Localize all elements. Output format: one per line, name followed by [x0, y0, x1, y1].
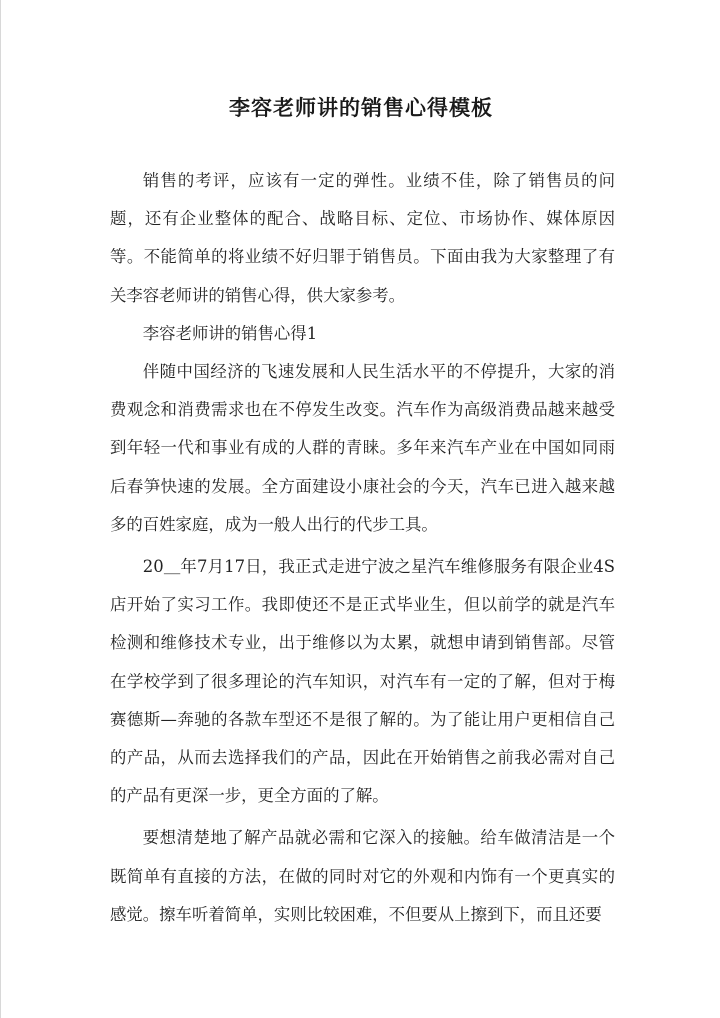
- paragraph-intro: 销售的考评，应该有一定的弹性。业绩不佳，除了销售员的问题，还有企业整体的配合、战略目标、定位、市场协作、媒体原因等。不能简单的将业绩不好归罪于销售员。下面由我为大家整理了有关李容老师讲的销售心得，供大家参考。: [110, 171, 615, 305]
- section-heading: 李容老师讲的销售心得1: [142, 323, 318, 343]
- paragraph-3: 要想清楚地了解产品就必需和它深入的接触。给车做清洁是一个既简单有直接的方法，在做的同时对它的外观和内饰有一个更真实的感觉。擦车听着简单，实则比较困难，不但要从上擦到下，而且还要: [110, 828, 615, 924]
- paragraph-2: 20＿年7月17日，我正式走进宁波之星汽车维修服务有限企业4S店开始了实习工作。我即使还不是正式毕业生，但以前学的就是汽车检测和维修技术专业，出于维修以为太累，就想申请到销售部。尽管在学校学到了很多理论的汽车知识，对汽车有一定的了解，但对于梅赛德斯—奔驰的各款车型还不是很了解的。为了能让用户更相信自己的产品，从而去选择我们的产品，因此在开始销售之前我必需对自己的产品有更深一步，更全方面的了解。: [110, 557, 615, 806]
- document-title: 李容老师讲的销售心得模板: [229, 95, 493, 120]
- paragraph-1: 伴随中国经济的飞速发展和人民生活水平的不停提升，大家的消费观念和消费需求也在不停发生改变。汽车作为高级消费品越来越受到年轻一代和事业有成的人群的青睐。多年来汽车产业在中国如同雨后春笋快速的发展。全方面建设小康社会的今天，汽车已进入越来越多的百姓家庭，成为一般人出行的代步工具。: [110, 362, 615, 534]
- document-body: [110, 162, 615, 934]
